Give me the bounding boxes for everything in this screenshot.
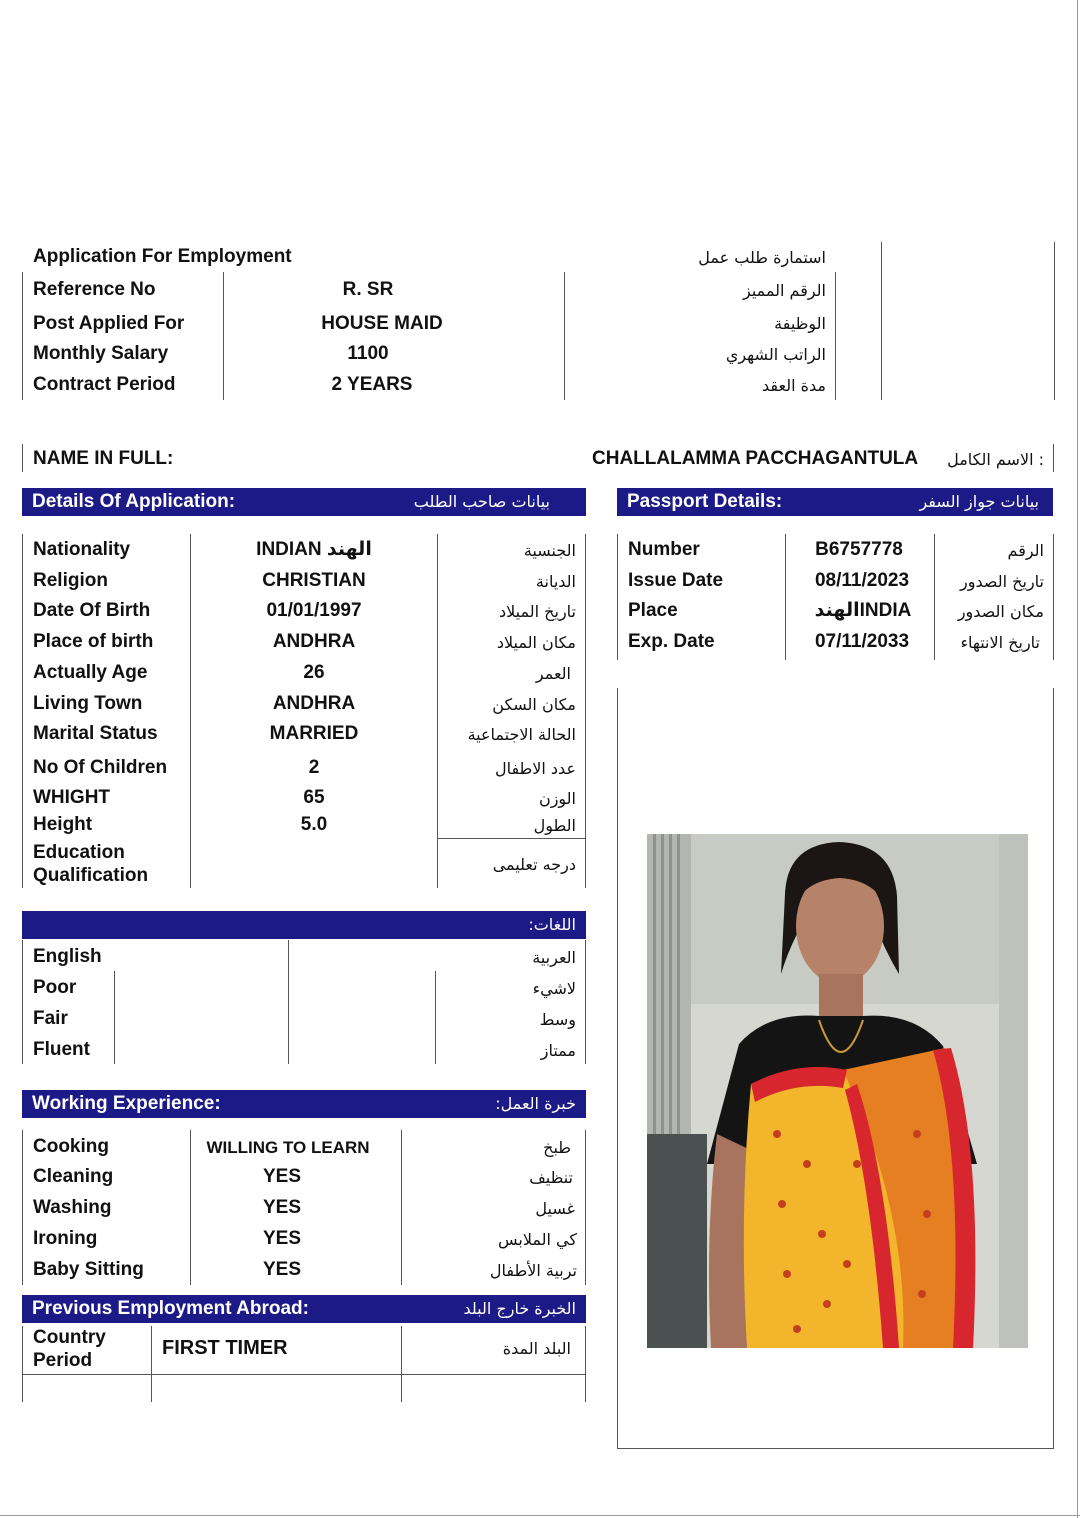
details-header-band: Details Of Application: بيانات صاحب الطلب [22,488,586,516]
experience-header-band: Working Experience: خبرة العمل: [22,1090,586,1118]
cooking-value: WILLING TO LEARN [206,1138,370,1157]
post-applied-value: HOUSE MAID [321,313,443,334]
page-edge-bottom [0,1515,1080,1516]
passport-number-value: B6757778 [815,539,903,560]
date-of-birth-value: 01/01/1997 [266,600,362,621]
issue-place-value: الهندINDIA [814,600,912,621]
monthly-salary-value: 1100 [347,343,389,364]
cleaning-value: YES [262,1166,302,1187]
full-name-value: CHALLALAMMA PACCHAGANTULA [592,448,919,469]
expiry-date-value: 07/11/2033 [814,631,910,652]
previous-employment-header-band: Previous Employment Abroad: الخبرة خارج البلد [22,1295,586,1323]
baby-sitting-value: YES [262,1259,302,1280]
place-of-birth-value: ANDHRA [272,631,356,652]
ironing-value: YES [262,1228,302,1249]
applicant-photo-illustration [647,834,1028,1348]
form-title-ar: استمارة طلب عمل [698,248,826,267]
name-label-ar: : الاسم الكامل [947,450,1044,469]
contract-period-value: 2 YEARS [331,374,413,395]
religion-value: CHRISTIAN [262,570,366,591]
weight-value: 65 [303,787,325,808]
children-value: 2 [308,757,320,778]
page-edge-right [1077,0,1078,1518]
previous-employment-value: FIRST TIMER [162,1337,288,1359]
form-title-en: Application For Employment [33,246,292,267]
living-town-value: ANDHRA [272,693,356,714]
passport-header-band: Passport Details: بيانات جواز السفر [617,488,1053,516]
applicant-photo [647,834,1028,1348]
marital-status-value: MARRIED [269,723,359,744]
height-value: 5.0 [300,814,328,835]
name-label-en: NAME IN FULL: [33,448,174,469]
languages-header-band: اللغات: [22,911,586,939]
washing-value: YES [262,1197,302,1218]
age-value: 26 [303,662,325,683]
nationality-value: INDIAN الهند [256,539,372,560]
issue-date-value: 08/11/2023 [814,570,910,591]
reference-no-value: R. SR [342,279,394,300]
